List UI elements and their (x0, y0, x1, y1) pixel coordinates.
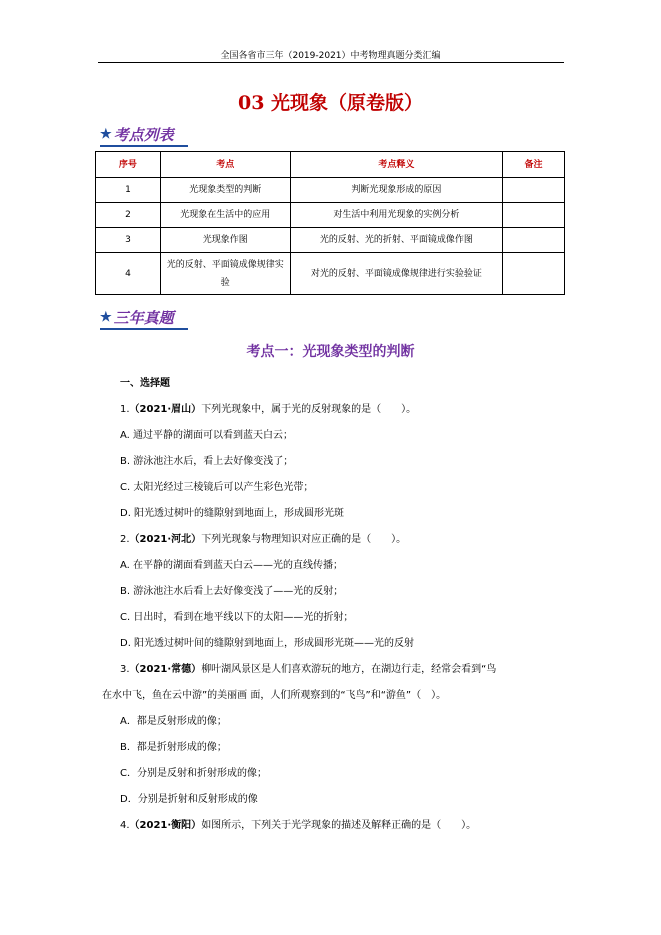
section-points-list (100, 124, 174, 144)
cell-explain: 对光的反射、平面镜成像规律进行实验验证 (290, 253, 503, 295)
question-source: （2021·衡阳） (129, 820, 202, 831)
question-number: 1. (120, 404, 130, 415)
col-header-note: 备注 (503, 152, 565, 178)
section-three-year-questions (100, 307, 174, 327)
option-b: B. 游泳池注水后看上去好像变浅了——光的反射； (120, 586, 344, 597)
cell-num: 4 (96, 253, 161, 295)
cell-explain: 对生活中利用光现象的实例分析 (290, 203, 503, 228)
cell-num: 1 (96, 178, 161, 203)
col-header-explain: 考点释义 (290, 152, 503, 178)
cell-note (503, 228, 565, 253)
page-header: 全国各省市三年（2019-2021）中考物理真题分类汇编 (220, 51, 441, 61)
col-header-point: 考点 (160, 152, 290, 178)
option-a: A．都是反射形成的像； (120, 716, 227, 727)
cell-note (503, 203, 565, 228)
option-c: C．分别是反射和折射形成的像； (120, 768, 267, 779)
option-d: D．分别是折射和反射形成的像 (120, 794, 258, 805)
option-d: D. 阳光透过树叶的缝隙射到地面上，形成圆形光斑 (120, 508, 345, 519)
question-number: 4. (120, 820, 130, 831)
question-source: （2021·常德） (129, 664, 202, 675)
cell-explain: 光的反射、光的折射、平面镜成像作图 (290, 228, 503, 253)
question-3-stem-cont: 在水中飞，鱼在云中游”的美丽画 面，人们所观察到的“飞鸟”和“游鱼”（ ）。 (102, 690, 447, 701)
table-row (96, 203, 565, 228)
option-c: C. 日出时，看到在地平线以下的太阳——光的折射； (120, 612, 354, 623)
section-three-year-label: 三年真题 (113, 308, 174, 327)
table-row (96, 253, 565, 295)
star-icon: ★ (100, 309, 112, 325)
question-number: 2. (120, 534, 130, 545)
option-a: A. 在平静的湖面看到蓝天白云——光的直线传播； (120, 560, 344, 571)
cell-explain: 判断光现象形成的原因 (290, 178, 503, 203)
section-underline (100, 145, 188, 147)
question-text: 如图所示，下列关于光学现象的描述及解释正确的是（ ）。 (201, 820, 477, 831)
table-row (96, 178, 565, 203)
cell-point: 光的反射、平面镜成像规律实验 (160, 253, 290, 295)
col-header-num: 序号 (96, 152, 161, 178)
cell-note (503, 178, 565, 203)
section-underline (100, 328, 188, 330)
option-b: B．都是折射形成的像； (120, 742, 227, 753)
header-rule (98, 62, 564, 63)
cell-point: 光现象类型的判断 (160, 178, 290, 203)
cell-num: 2 (96, 203, 161, 228)
question-source: （2021·眉山） (129, 404, 202, 415)
document-title: 03 光现象（原卷版） (237, 92, 424, 114)
cell-num: 3 (96, 228, 161, 253)
star-icon: ★ (100, 126, 112, 142)
section-points-list-label: 考点列表 (113, 125, 174, 144)
question-4-stem (120, 816, 476, 831)
option-c: C. 太阳光经过三棱镜后可以产生彩色光带； (120, 482, 314, 493)
cell-point: 光现象在生活中的应用 (160, 203, 290, 228)
knowledge-point-title: 考点一：光现象类型的判断 (246, 344, 415, 360)
cell-point: 光现象作图 (160, 228, 290, 253)
option-d: D. 阳光透过树叶间的缝隙射到地面上，形成圆形光斑——光的反射 (120, 638, 415, 649)
question-3-stem (120, 660, 496, 675)
table-header-row (96, 152, 565, 178)
points-table (95, 151, 565, 295)
question-text: 下列光现象中，属于光的反射现象的是（ ）。 (201, 404, 417, 415)
option-b: B. 游泳池注水后，看上去好像变浅了； (120, 456, 294, 467)
table-row (96, 228, 565, 253)
subheading-choice: 一、选择题 (120, 378, 170, 389)
cell-note (503, 253, 565, 295)
question-text: 柳叶湖风景区是人们喜欢游玩的地方，在湖边行走，经常会看到“鸟 (201, 664, 497, 675)
question-1-stem (120, 400, 416, 415)
question-2-stem (120, 530, 406, 545)
option-a: A. 通过平静的湖面可以看到蓝天白云； (120, 430, 294, 441)
question-number: 3. (120, 664, 130, 675)
question-source: （2021·河北） (129, 534, 202, 545)
question-text: 下列光现象与物理知识对应正确的是（ ）。 (201, 534, 407, 545)
